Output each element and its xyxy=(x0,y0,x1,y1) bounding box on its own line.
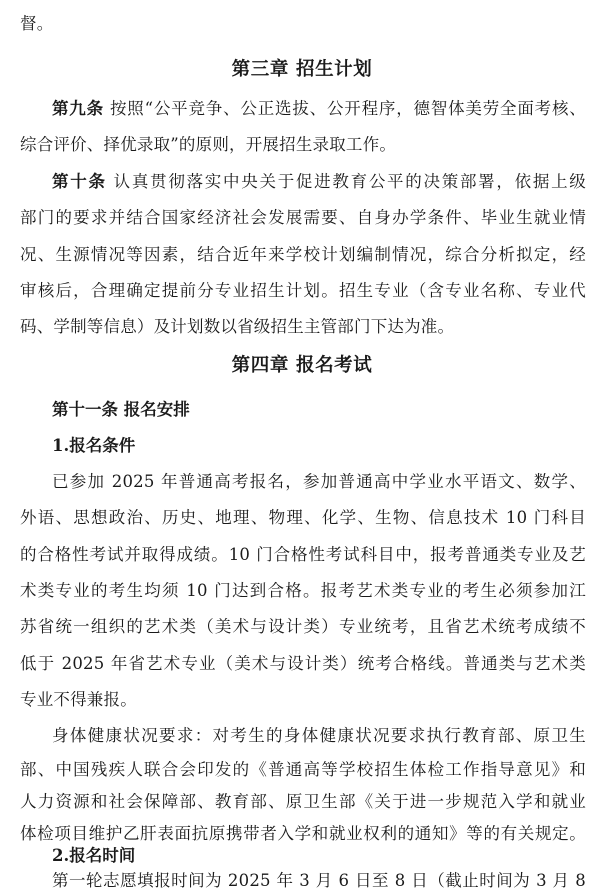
paragraph-3-line-1: 第一轮志愿填报时间为 2025 年 3 月 6 日至 8 日（截止时间为 3 月 8 xyxy=(52,871,586,890)
paragraph-1-line-6: 低于 2025 年省艺术专业（美术与设计类）统考合格线。普通类与艺术类 xyxy=(20,654,586,673)
paragraph-1-line-7: 专业不得兼报。 xyxy=(20,690,137,709)
chapter-4-title: 第四章 报名考试 xyxy=(231,355,373,376)
section-2-title: 2.报名时间 xyxy=(52,846,136,865)
section-1-title: 1.报名条件 xyxy=(52,436,136,455)
article-10-line-2: 部门的要求并结合国家经济社会发展需要、自身办学条件、毕业生就业情 xyxy=(20,208,586,227)
article-10-line-4: 审核后，合理确定提前分专业招生计划。招生专业（含专业名称、专业代 xyxy=(20,281,586,300)
article-10-text: 认真贯彻落实中央关于促进教育公平的决策部署，依据上级 xyxy=(113,172,587,191)
article-9-label: 第九条 xyxy=(52,99,104,118)
paragraph-2-line-1: 身体健康状况要求：对考生的身体健康状况要求执行教育部、原卫生 xyxy=(52,726,586,745)
article-9-line-2: 综合评价、择优录取”的原则，开展招生录取工作。 xyxy=(20,135,397,154)
article-10-line-3: 况、生源情况等因素，结合近年来学校计划编制情况，综合分析拟定，经 xyxy=(20,245,586,264)
article-10-line-1 xyxy=(52,172,586,192)
text-line: 督。 xyxy=(20,14,54,33)
chapter-3-title: 第三章 招生计划 xyxy=(231,59,373,80)
paragraph-1-line-4: 术类专业的考生均须 10 门达到合格。报考艺术类专业的考生必须参加江 xyxy=(20,581,586,600)
paragraph-2-line-4: 体检项目维护乙肝表面抗原携带者入学和就业权利的通知》等的有关规定。 xyxy=(20,824,586,843)
paragraph-1-line-3: 的合格性考试并取得成绩。10 门合格性考试科目中，报考普通类专业及艺 xyxy=(20,545,586,564)
paragraph-2-line-3: 人力资源和社会保障部、教育部、原卫生部《关于进一步规范入学和就业 xyxy=(20,792,586,811)
paragraph-1-line-5: 苏省统一组织的艺术类（美术与设计类）专业统考，且省艺术统考成绩不 xyxy=(20,617,586,636)
paragraph-2-line-2: 部、中国残疾人联合会印发的《普通高等学校招生体检工作指导意见》和 xyxy=(20,760,586,779)
article-9-line-1 xyxy=(52,99,586,119)
paragraph-1-line-2: 外语、思想政治、历史、地理、物理、化学、生物、信息技术 10 门科目 xyxy=(20,508,586,527)
article-11-title: 第十一条 报名安排 xyxy=(52,400,190,419)
article-9-text: 按照“公平竞争、公正选拔、公开程序，德智体美劳全面考核、 xyxy=(110,99,586,118)
article-10-line-5: 码、学制等信息）及计划数以省级招生主管部门下达为准。 xyxy=(20,317,455,336)
paragraph-1-line-1: 已参加 2025 年普通高考报名，参加普通高中学业水平语文、数学、 xyxy=(52,472,586,491)
article-10-label: 第十条 xyxy=(52,172,107,191)
